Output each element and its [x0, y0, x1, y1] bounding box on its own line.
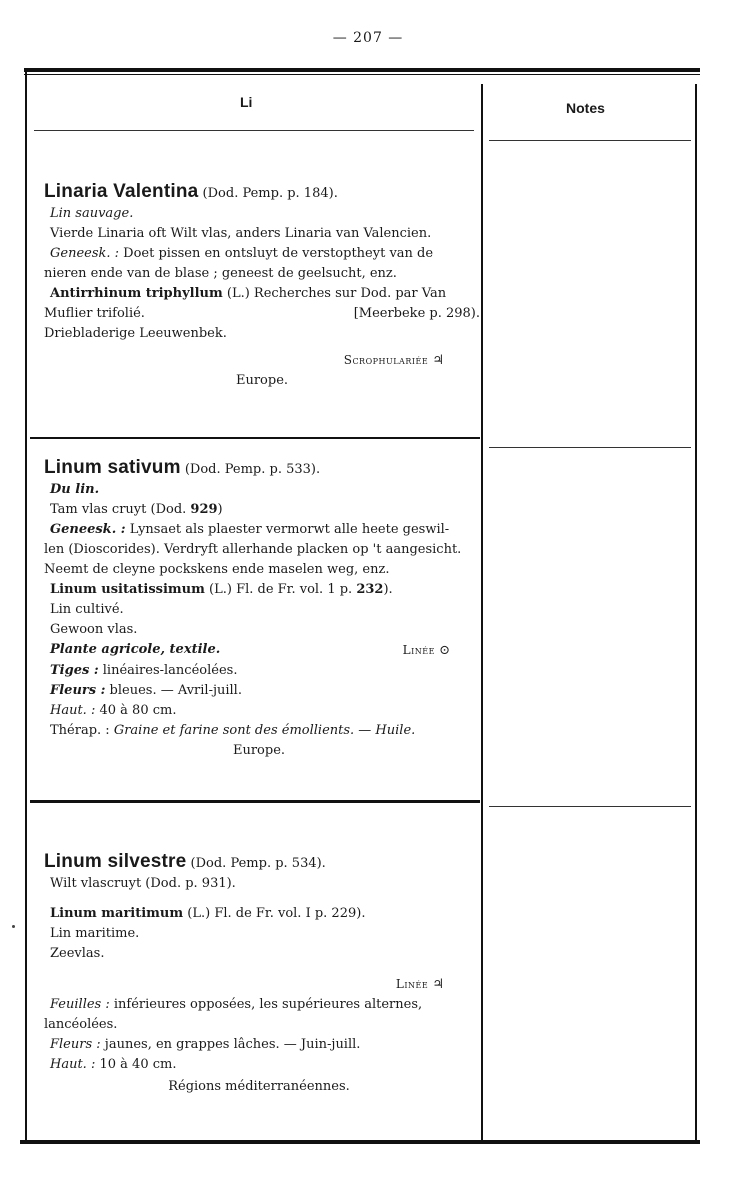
- synonym-name: Antirrhinum triphyllum: [50, 286, 223, 301]
- feuilles-label: Feuilles :: [50, 997, 110, 1012]
- column-header-notes: Notes: [566, 100, 605, 116]
- entry-title-ref: (Dod. Pemp. p. 533).: [184, 462, 321, 477]
- entry-title-ref: (Dod. Pemp. p. 534).: [190, 856, 326, 871]
- french-name: Lin sauvage.: [50, 206, 134, 221]
- synonym-ref: (L.) Fl. de Fr. vol. I p. 229).: [187, 906, 366, 921]
- synonym-ref-close: ).: [383, 582, 393, 597]
- synonym-french: Lin cultivé.: [50, 602, 124, 617]
- synonym-dutch: Driebladerige Leeuwenbek.: [44, 326, 227, 341]
- synonym-french: Lin maritime.: [50, 926, 140, 941]
- fleurs-label: Fleurs :: [50, 683, 106, 698]
- geneesk-text-cont: Neemt de cleyne pockskens ende maselen weg, enz.: [44, 562, 390, 577]
- family-name: Linée: [402, 643, 435, 657]
- therap-text: Graine et farine sont des émollients. — Huile.: [113, 723, 416, 738]
- tiges-text: linéaires-lancéolées.: [102, 663, 238, 678]
- geneesk-text-cont: nieren ende van de blase ; geneest de geelsucht, enz.: [44, 266, 397, 281]
- haut-label: Haut. :: [50, 1057, 96, 1072]
- dutch-ref-close: ): [217, 502, 223, 517]
- entry-linum-sativum: [44, 458, 474, 761]
- notes-separator: [489, 447, 691, 448]
- feuilles-text: inférieures opposées, les supérieures alternes,: [113, 997, 423, 1012]
- synonym-dutch: Gewoon vlas.: [50, 622, 138, 637]
- perennial-icon: ♃: [432, 977, 444, 992]
- geneesk-text: Lynsaet als plaester vermorwt alle heete geswil-: [129, 522, 450, 537]
- use-text: Plante agricole, textile.: [50, 642, 221, 657]
- region: Europe.: [232, 743, 286, 758]
- synonym-ref-number: 232: [356, 582, 384, 597]
- perennial-icon: ♃: [432, 353, 444, 368]
- family-name: Scrophulariée: [343, 353, 429, 367]
- entry-linaria-valentina: [44, 182, 480, 391]
- geneesk-text-cont: len (Dioscorides). Verdryft allerhande placken op 't aangesicht.: [44, 542, 462, 557]
- feuilles-text-cont: lancéolées.: [44, 1017, 118, 1032]
- synonym-ref: (L.) Fl. de Fr. vol. 1 p.: [209, 582, 357, 597]
- fleurs-label: Fleurs :: [50, 1037, 101, 1052]
- entry-title-ref: (Dod. Pemp. p. 184).: [202, 186, 338, 201]
- geneesk-label: Geneesk. :: [50, 246, 120, 261]
- header-rule-right: [489, 140, 691, 141]
- dutch-name: Vierde Linaria oft Wilt vlas, anders Linaria van Valencien.: [50, 226, 432, 241]
- fleurs-text: jaunes, en grappes lâches. — Juin-juill.: [104, 1037, 361, 1052]
- therap-label: Thérap. :: [50, 723, 110, 738]
- geneesk-label: Geneesk. :: [50, 522, 126, 537]
- entry-separator: [30, 437, 480, 439]
- page-number: — 207 —: [332, 30, 404, 46]
- table-bottom-border: [20, 1140, 700, 1144]
- column-header-li: Li: [240, 94, 253, 110]
- haut-text: 40 à 80 cm.: [99, 703, 177, 718]
- notes-separator: [489, 806, 691, 807]
- haut-text: 10 à 40 cm.: [99, 1057, 177, 1072]
- entry-title: Linum silvestre: [44, 851, 187, 872]
- region: Régions méditerranéennes.: [168, 1079, 350, 1094]
- region: Europe.: [235, 373, 289, 388]
- french-name: Du lin.: [50, 482, 100, 497]
- dutch-ref-number: 929: [190, 502, 218, 517]
- synonym-name: Linum maritimum: [50, 906, 184, 921]
- family-name: Linée: [395, 977, 429, 991]
- table-top-border: [24, 68, 700, 72]
- dutch-name: Tam vlas cruyt (Dod.: [50, 502, 191, 517]
- synonym-ref: (L.) Recherches sur Dod. par Van: [226, 286, 447, 301]
- header-rule-left: [34, 130, 474, 131]
- entry-title: Linaria Valentina: [44, 181, 199, 202]
- ink-speck: [12, 925, 15, 928]
- column-divider: [481, 84, 483, 1142]
- synonym-name: Linum usitatissimum: [50, 582, 205, 597]
- fleurs-text: bleues. — Avril-juill.: [109, 683, 242, 698]
- table-top-border-thin: [24, 74, 700, 75]
- table-left-border: [25, 70, 27, 1144]
- entry-linum-silvestre: [44, 852, 474, 1097]
- haut-label: Haut. :: [50, 703, 96, 718]
- entry-separator: [30, 800, 480, 803]
- entry-title: Linum sativum: [44, 457, 181, 478]
- synonym-french: Muflier trifolié.: [44, 306, 145, 321]
- dutch-name: Wilt vlascruyt (Dod. p. 931).: [50, 876, 236, 891]
- synonym-ref-cont: [Meerbeke p. 298).: [353, 306, 480, 321]
- tiges-label: Tiges :: [50, 663, 99, 678]
- annual-icon: ⊙: [439, 643, 450, 658]
- table-right-border: [695, 84, 697, 1142]
- synonym-dutch: Zeevlas.: [50, 946, 105, 961]
- geneesk-text: Doet pissen en ontsluyt de verstoptheyt van de: [123, 246, 434, 261]
